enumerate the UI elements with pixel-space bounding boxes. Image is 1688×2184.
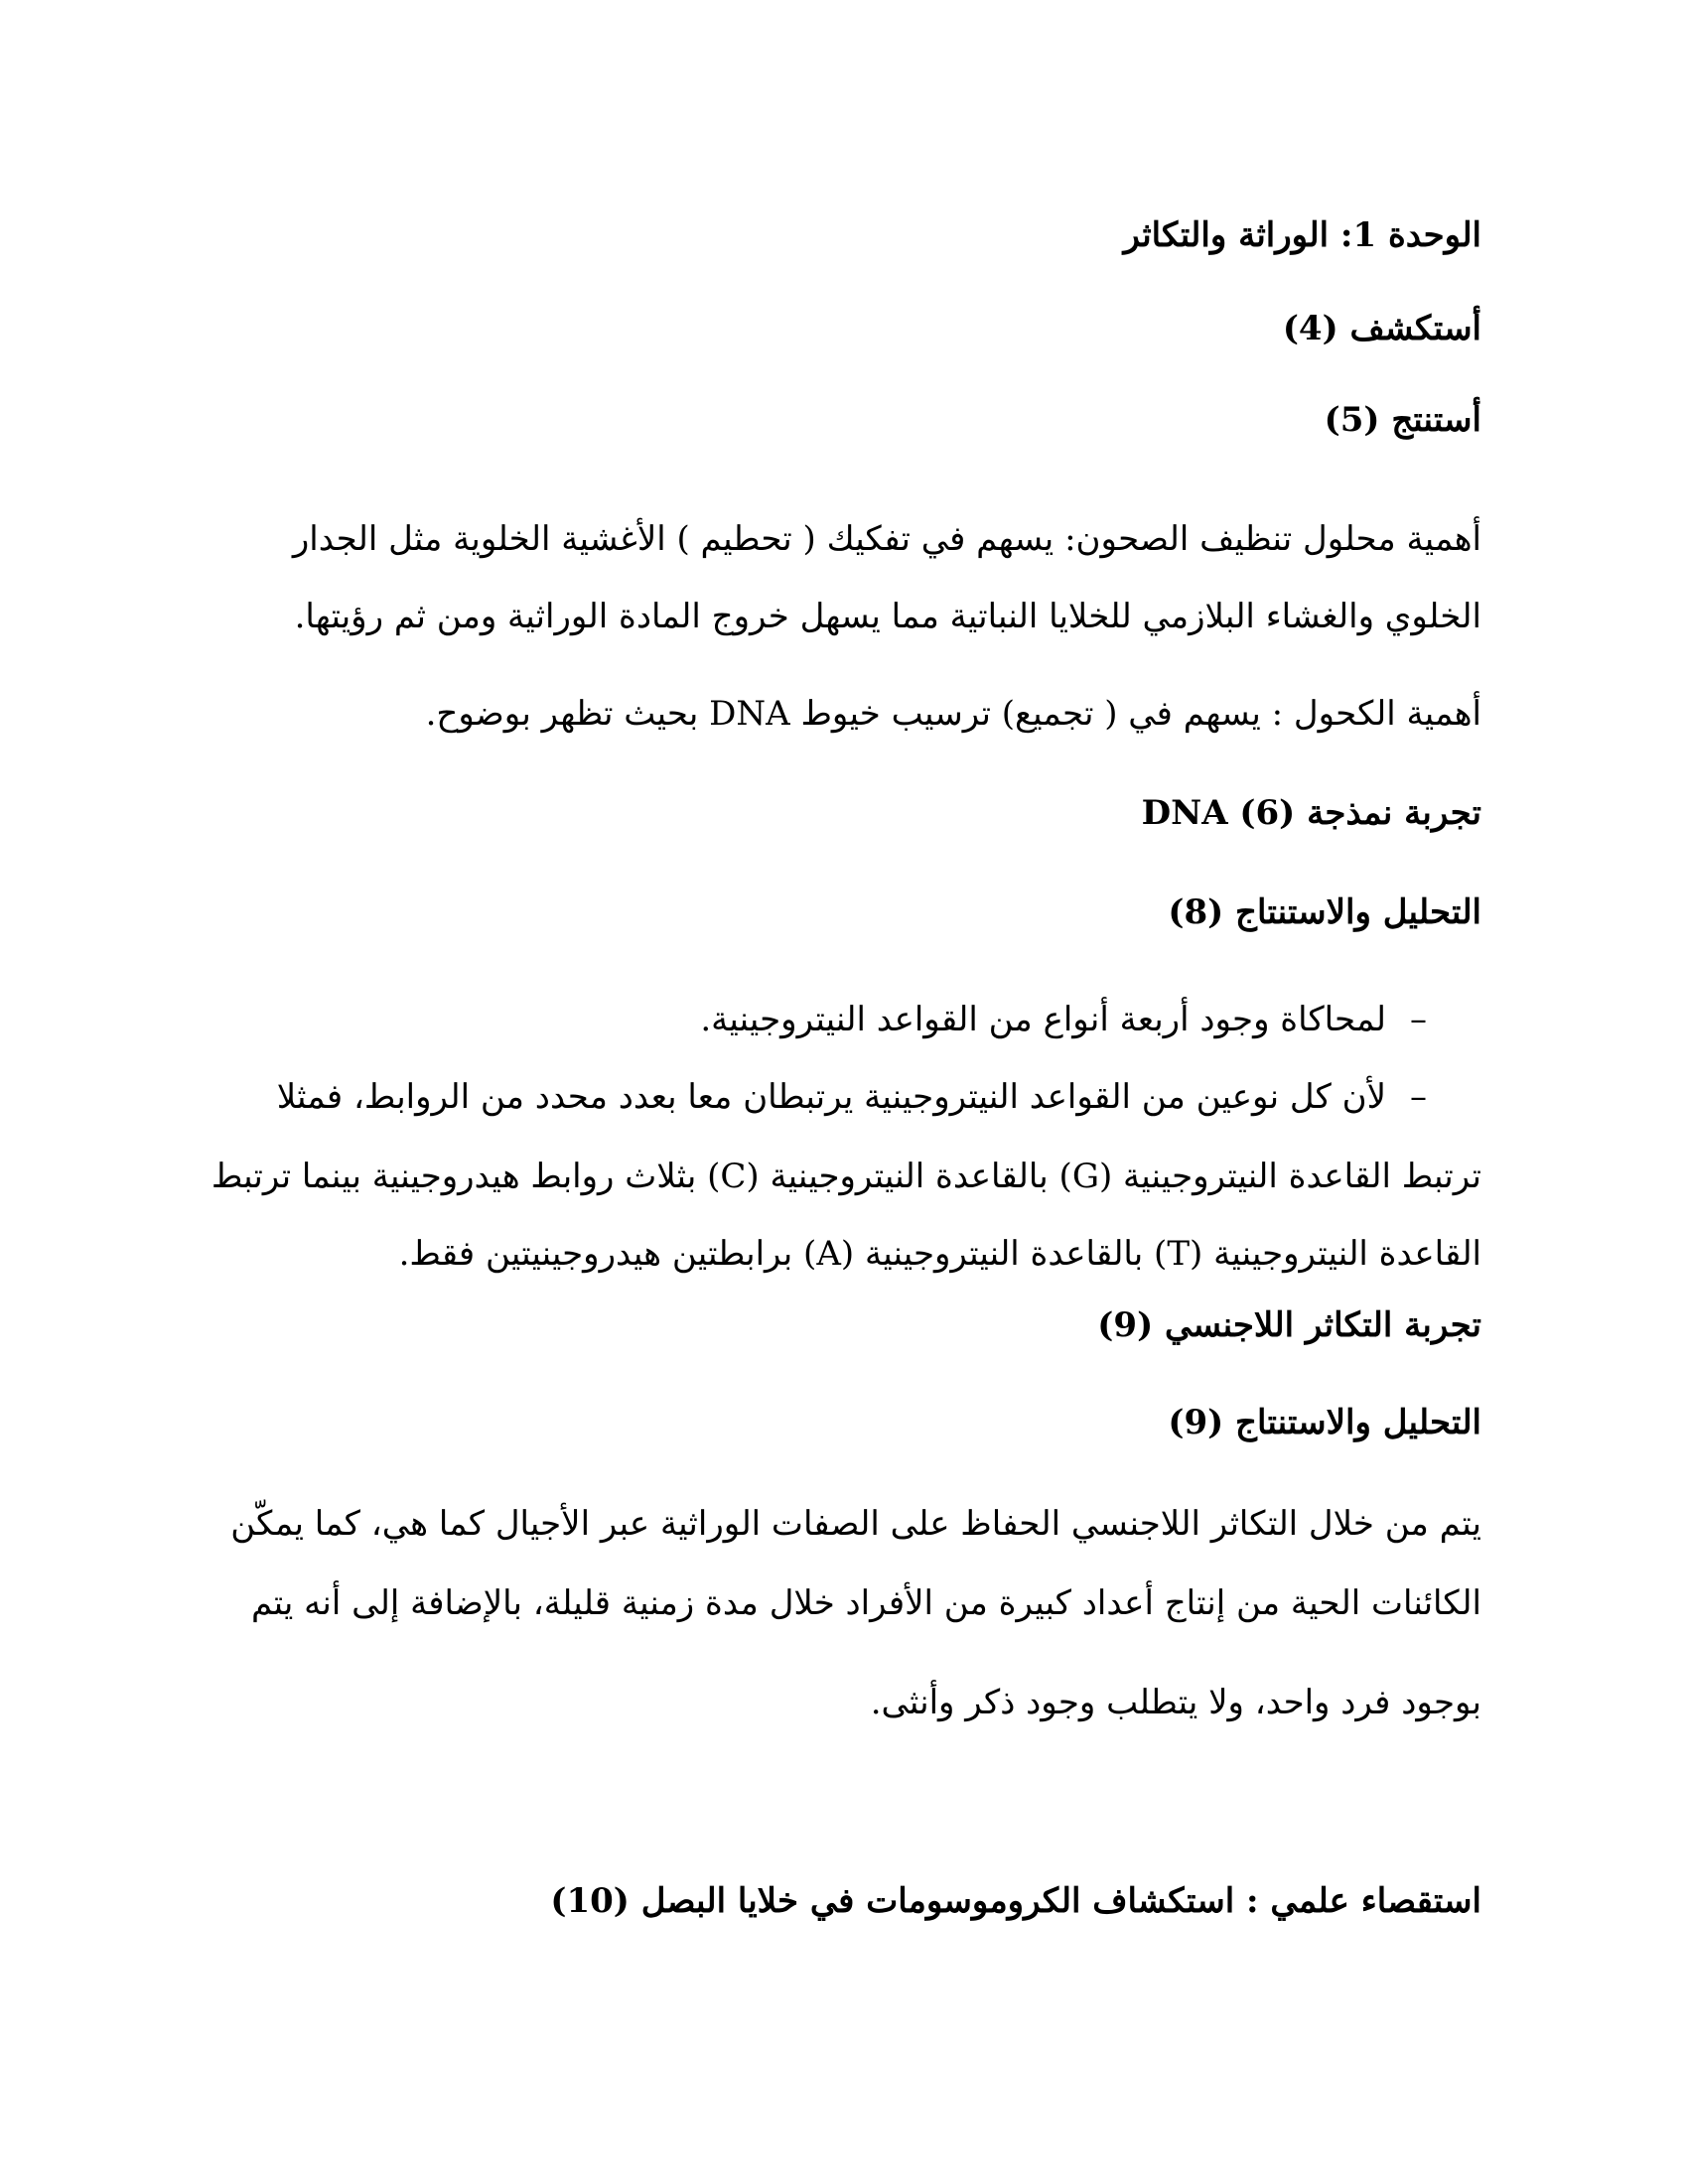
detergent-importance-line-1: أهمية محلول تنظيف الصحون: يسهم في تفكيك ( تحطيم ) الأغشية الخلوية مثل الجدار — [292, 519, 1481, 559]
explore-heading: أستكشف (4) — [1282, 309, 1481, 348]
bullet-text-2: لأن كل نوعين من القواعد النيتروجينية يرتبطان معا بعدد محدد من الروابط، فمثلا — [276, 1077, 1386, 1117]
asexual-heading: تجربة التكاثر اللاجنسي (9) — [1097, 1305, 1481, 1345]
dna-model-heading: تجربة نمذجة DNA (6) — [1141, 793, 1481, 833]
bullet-text-1: لمحاكاة وجود أربعة أنواع من القواعد النيتروجينية. — [700, 1000, 1386, 1039]
inquiry-heading: استقصاء علمي : استكشاف الكروموسومات في خلايا البصل (10) — [550, 1881, 1481, 1921]
bullet-dash-1: – — [1410, 1000, 1427, 1039]
conclude-heading: أستنتج (5) — [1324, 400, 1481, 440]
analysis-heading-1: التحليل والاستنتاج (8) — [1168, 892, 1481, 932]
bonds-line-2: القاعدة النيتروجينية (T) بالقاعدة النيتروجينية (A) برابطتين هيدروجينيتين فقط. — [398, 1234, 1481, 1274]
asexual-line-3: بوجود فرد واحد، ولا يتطلب وجود ذكر وأنثى. — [870, 1683, 1481, 1722]
unit-heading: الوحدة 1: الوراثة والتكاثر — [1123, 215, 1481, 255]
bonds-line-1: ترتبط القاعدة النيتروجينية (G) بالقاعدة النيتروجينية (C) بثلاث روابط هيدروجينية بينما ترتبط — [211, 1157, 1481, 1196]
asexual-line-1: يتم من خلال التكاثر اللاجنسي الحفاظ على الصفات الوراثية عبر الأجيال كما هي، كما يمكّن — [230, 1504, 1481, 1544]
alcohol-importance: أهمية الكحول : يسهم في ( تجميع) ترسيب خيوط DNA بحيث تظهر بوضوح. — [425, 694, 1481, 734]
bullet-dash-2: – — [1410, 1077, 1427, 1117]
detergent-importance-line-2: الخلوي والغشاء البلازمي للخلايا النباتية مما يسهل خروج المادة الوراثية ومن ثم رؤيتها. — [294, 597, 1481, 636]
analysis-heading-2: التحليل والاستنتاج (9) — [1168, 1403, 1481, 1442]
asexual-line-2: الكائنات الحية من إنتاج أعداد كبيرة من الأفراد خلال مدة زمنية قليلة، بالإضافة إلى أنه يتم — [251, 1583, 1481, 1623]
